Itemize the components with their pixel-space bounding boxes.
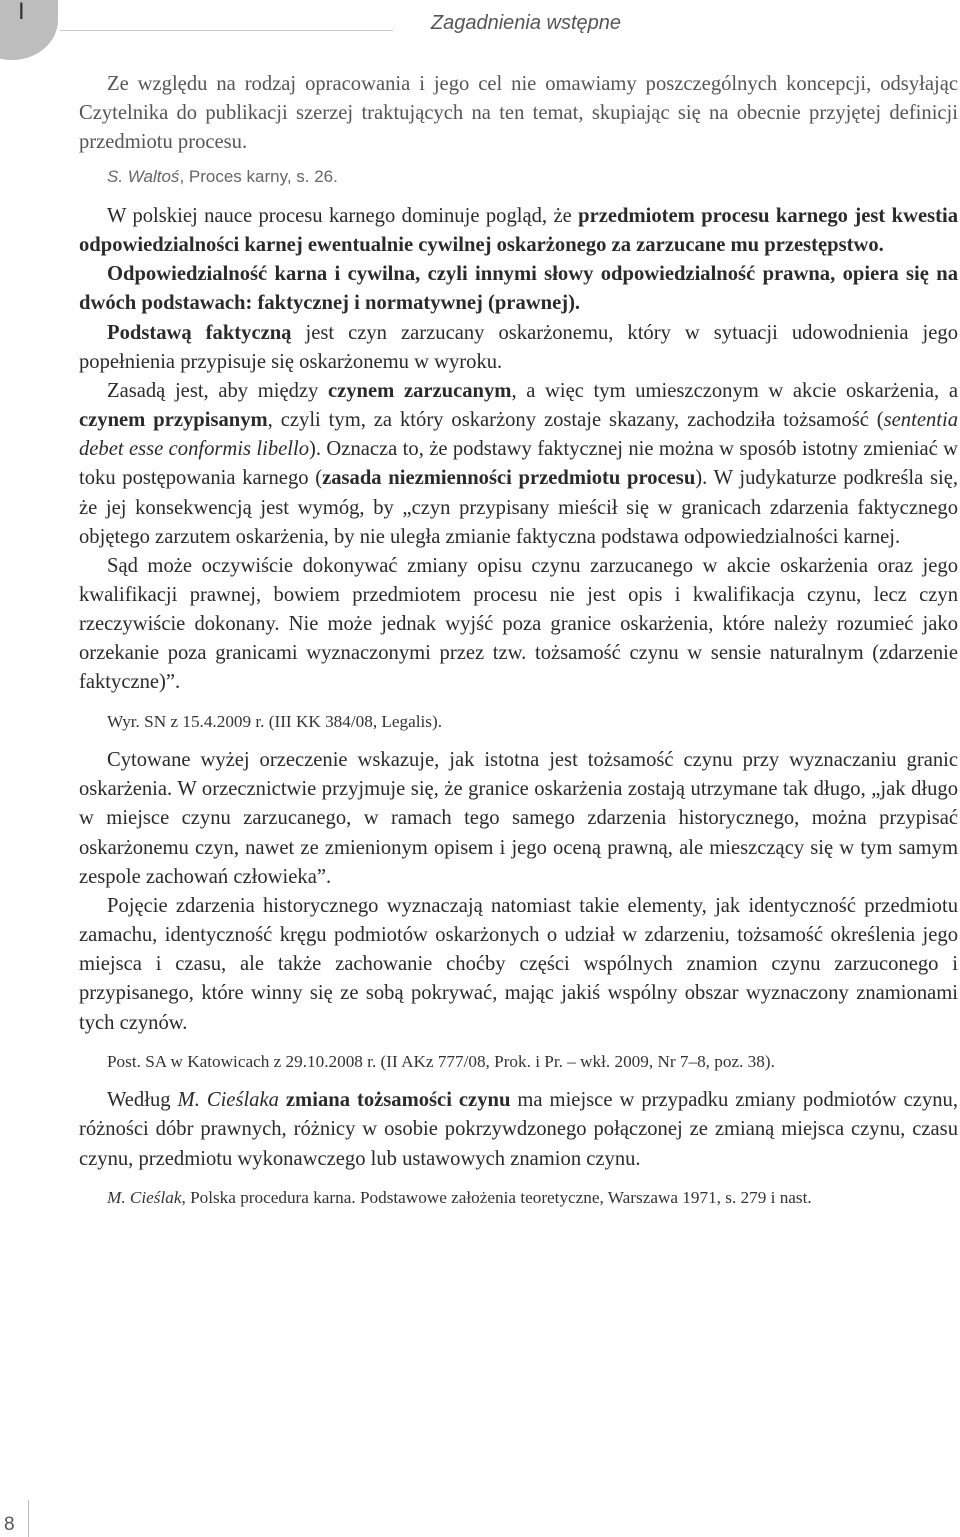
intro-paragraph: Ze względu na rodzaj opracowania i jego cel nie omawiamy poszczególnych koncepcji, odsyłając Czytelnika do publikacji szerzej traktujących na ten temat, skupiając się na obecnie przyjętej definicji przedmiotu procesu. xyxy=(79,73,958,154)
paragraph-3 xyxy=(79,319,958,377)
p8-space xyxy=(279,1089,286,1111)
p3-text: jest czyn zarzucany oskarżonemu, który w sytuacji udowodnienia jego popełnienia przypisuje się oskarżonemu w wyroku. xyxy=(79,321,958,373)
footer-rule xyxy=(28,1500,29,1537)
paragraph-8 xyxy=(79,1086,958,1173)
p4-a: Zasadą jest, aby między xyxy=(107,379,328,402)
paragraph-2 xyxy=(79,260,958,318)
cite-author: S. Waltoś xyxy=(107,167,180,187)
p3-bold: Podstawą faktyczną xyxy=(107,321,292,344)
p4-bold-1: czynem zarzucanym xyxy=(327,379,512,402)
p8-e: ma miejsce w przypadku zmiany podmiotów czynu, różności dóbr prawnych, różnicy w osobie pokrzywdzonego połączonej ze zmianą miejsca czynu, czasu czynu, przedmiotu wykonawczego lub ustawowych znamion czynu. xyxy=(79,1089,958,1170)
citation-2: Post. SA w Katowicach z 29.10.2008 r. (II AKz 777/08, Prok. i Pr. – wkł. 2009, Nr 7–8, poz. 38). xyxy=(107,1051,775,1071)
chapter-marker: I xyxy=(18,0,25,25)
p2-text-c: faktycznej i normatywnej (prawnej). xyxy=(257,292,581,315)
paragraph-5: Sąd może oczywiście dokonywać zmiany opisu czynu zarzucanego w akcie oskarżenia oraz jego kwalifikacji prawnej, bowiem przedmiotem procesu nie jest opis i kwalifikacja czynu, lecz czyn rzeczywiście dokonany. Nie może jednak wyjść poza granice oskarżenia, które należy rozumieć jako orzekanie poza granicami wyznaczonymi przez tzw. tożsamość czynu w sensie naturalnym (zdarzenie faktyczne)”. xyxy=(79,554,958,694)
p4-g: ). Oznacza to, że podstawy faktycznej nie można w sposób istotny zmieniać w toku postępowania karnego ( xyxy=(79,438,958,490)
page-number: 8 xyxy=(4,1514,15,1535)
cite-source: , Proces karny, s. 26. xyxy=(179,167,338,187)
intro-citation xyxy=(79,165,958,190)
section-title: Zagadnienia wstępne xyxy=(430,12,621,34)
paragraph-6: Cytowane wyżej orzeczenie wskazuje, jak istotna jest tożsamość czynu przy wyznaczaniu granic oskarżenia. W orzecznictwie przyjmuje się, że granice oskarżenia zostają utrzymane tak długo, „jak długo w miejsce czynu zarzucanego, w ramach tego samego zdarzenia historycznego, można przypisać oskarżonemu czyn, nawet ze zmienionym opisem i jego oceną prawną, ale mieszczący się w tym samym zespole zachowań człowieka”. xyxy=(79,749,958,888)
paragraph-1 xyxy=(79,202,958,260)
header-rule xyxy=(60,30,393,31)
p2-colon: : xyxy=(245,292,258,315)
p1-text: W polskiej nauce procesu karnego dominuje pogląd, że xyxy=(107,204,579,227)
p8-a: Według xyxy=(107,1089,178,1112)
citation-3 xyxy=(79,1186,958,1211)
cite3-source: , Polska procedura karna. Podstawowe założenia teoretyczne, Warszawa 1971, s. 279 i nast. xyxy=(181,1187,812,1207)
p4-c: , a więc tym umieszczonym w akcie oskarżenia, a xyxy=(511,379,958,402)
p4-latin: sententia debet esse conformis libello xyxy=(79,409,958,461)
p2-text-a: Odpowiedzialność karna i cywilna, czyli innymi słowy odpowiedzialność prawna, opiera się na dwóch podstawach xyxy=(79,263,958,315)
paragraph-7: Pojęcie zdarzenia historycznego wyznaczają natomiast takie elementy, jak identyczność przedmiotu zamachu, identyczność kręgu podmiotów oskarżonych o udział w zdarzeniu, tożsamość określenia jego miejsca i czasu, ale także zachowanie choćby części wspólnych znamion czynu zarzuconego i przypisanego, które winny się ze sobą pokrywać, mając jakiś wspólny obszar wyznaczony znamionami tych czynów. xyxy=(79,894,958,1034)
p4-i: ). W judykaturze podkreśla się, że jej konsekwencją jest wymóg, by „czyn przypisany mieścił się w granicach zdarzenia faktycznego objętego zarzutem oskarżenia, by nie uległa zmianie faktyczna podstawa odpowiedzialności karnej. xyxy=(79,467,959,548)
cite3-author: M. Cieślak xyxy=(107,1187,182,1207)
chapter-tab xyxy=(0,0,58,60)
p4-e: , czyli tym, za który oskarżony zostaje skazany, zachodziła tożsamość ( xyxy=(267,409,884,432)
p1-bold: przedmiotem procesu karnego jest kwestia odpowiedzialności karnej ewentualnie cywilnej oskarżonego za zarzucane mu przestępstwo. xyxy=(79,204,958,257)
p4-bold-3: zasada niezmienności przedmiotu procesu xyxy=(322,467,696,490)
citation-1: Wyr. SN z 15.4.2009 r. (III KK 384/08, Legalis). xyxy=(107,711,443,731)
page-body xyxy=(79,70,958,1222)
p4-bold-2: czynem przypisanym xyxy=(79,409,268,432)
p8-author: M. Cieślaka xyxy=(177,1089,279,1112)
paragraph-4 xyxy=(79,377,958,552)
p8-bold: zmiana tożsamości czynu xyxy=(285,1089,511,1112)
